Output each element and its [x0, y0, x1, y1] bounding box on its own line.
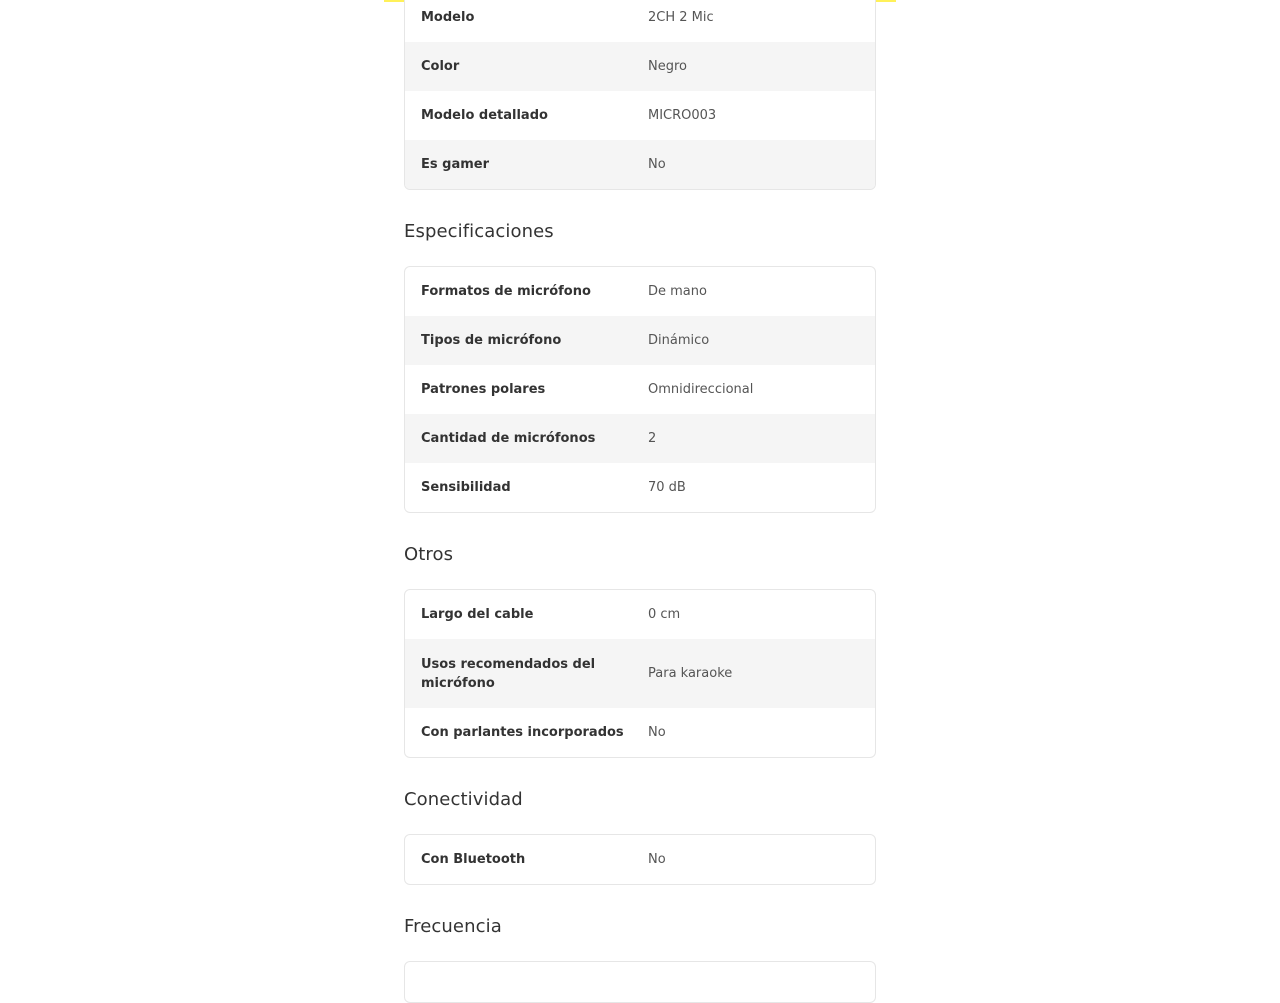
spec-value: MICRO003: [648, 108, 717, 123]
spec-label: Es gamer: [421, 157, 489, 172]
spec-label: Cantidad de micrófonos: [421, 431, 596, 446]
frecuencia-table: [404, 961, 876, 1003]
spec-value: De mano: [648, 284, 707, 299]
conectividad-table: [404, 834, 876, 885]
spec-value: 2: [648, 431, 657, 446]
spec-label: Formatos de micrófono: [421, 284, 591, 299]
specs-column: [404, 0, 876, 1003]
spec-value: Dinámico: [648, 333, 710, 348]
table-row: [405, 42, 875, 91]
spec-label: Modelo detallado: [421, 108, 548, 123]
section-title-conectividad: Conectividad: [404, 789, 523, 810]
spec-label: Usos recomendados del micrófono: [421, 656, 596, 691]
spec-value: No: [648, 852, 666, 867]
spec-label: Con Bluetooth: [421, 852, 526, 867]
table-row: [405, 639, 875, 708]
section-title-frecuencia: Frecuencia: [404, 916, 502, 937]
table-row: [405, 365, 875, 414]
table-row: [405, 0, 875, 42]
otros-table: [404, 589, 876, 758]
table-row: [405, 835, 875, 884]
spec-label: Color: [421, 59, 460, 74]
spec-value: Para karaoke: [648, 666, 733, 681]
table-row: [405, 140, 875, 189]
table-row: [405, 414, 875, 463]
spec-label: Patrones polares: [421, 382, 546, 397]
section-title-especificaciones: Especificaciones: [404, 221, 554, 242]
table-row: [405, 316, 875, 365]
spec-label: Tipos de micrófono: [421, 333, 562, 348]
table-row: [405, 708, 875, 757]
spec-label: Largo del cable: [421, 607, 534, 622]
table-row: [405, 463, 875, 512]
spec-value: 2CH 2 Mic: [648, 10, 714, 25]
table-row: [405, 91, 875, 140]
section-title-otros: Otros: [404, 544, 454, 565]
spec-value: No: [648, 157, 666, 172]
spec-label: Modelo: [421, 10, 475, 25]
spec-value: No: [648, 725, 666, 740]
spec-value: 0 cm: [648, 607, 681, 622]
table-row: [405, 267, 875, 316]
table-row: [405, 590, 875, 639]
especificaciones-table: [404, 266, 876, 513]
spec-value: Omnidireccional: [648, 382, 754, 397]
spec-label: Con parlantes incorporados: [421, 725, 624, 740]
spec-value: Negro: [648, 59, 687, 74]
general-specs-table: [404, 0, 876, 190]
spec-value: 70 dB: [648, 480, 686, 495]
spec-label: Sensibilidad: [421, 480, 511, 495]
